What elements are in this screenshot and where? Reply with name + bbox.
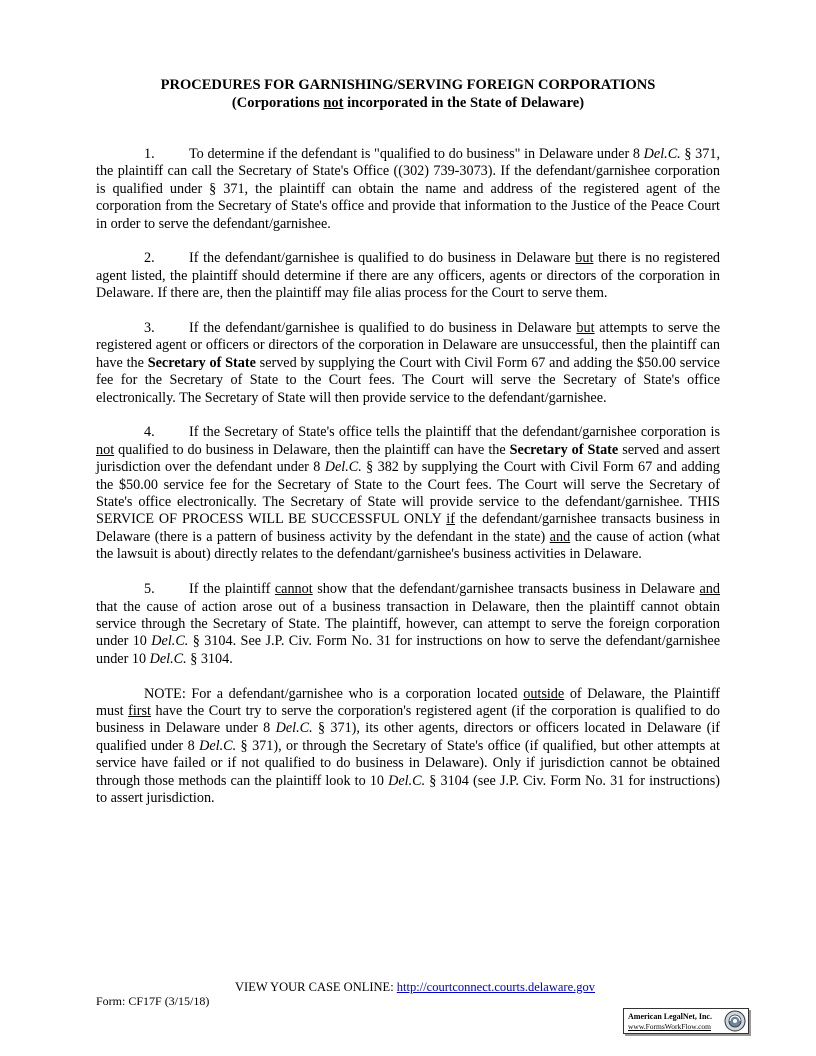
logo-globe-icon [724,1010,746,1032]
logo-company-name: American LegalNet, Inc. [628,1012,712,1021]
courtconnect-link[interactable]: http://courtconnect.courts.delaware.gov [396,980,595,994]
paragraph-2: 2. If the defendant/garnishee is qualified to do business in Delaware but there is no registered agent listed, the plaintiff should determine if there are any officers, agents or directors of the corporation in Delaware. If there are, then the plaintiff may file alias process for the Court to serve them. [96,250,721,302]
title-line-2: (Corporations not incorporated in the State of Delaware) [231,95,585,111]
paragraph-4: 4. If the Secretary of State's office tells the plaintiff that the defendant/garnishee corporation is not qualified to do business in Delaware, then the plaintiff can have the Secretary of State served and assert jurisdiction over the defendant under 8 Del.C. § 382 by supplying the Court with Civil Form 67 and adding the $50.00 service fee for the Secretary of State to the Court fees. The Court will serve the Secretary of State's office electronically. The Secretary of State will provide service to the defendant/garnishee. THIS SERVICE OF PROCESS WILL BE SUCCESSFUL ONLY if the defendant/garnishee transacts business in Delaware (there is a pattern of business activity by the defendant in the state) and the cause of action (what the lawsuit is about) directly relates to the defendant/garnishee's business activities in Delaware. [96,424,720,563]
paragraph-5: 5. If the plaintiff cannot show that the defendant/garnishee transacts business in Delaware and that the cause of action arose out of a business transaction in Delaware, then the plaintiff cannot obtain service through the Secretary of State. The plaintiff, however, can attempt to serve the foreign corporation under 10 Del.C. § 3104. See J.P. Civ. Form No. 31 for instructions on how to serve the defendant/garnishee under 10 Del.C. § 3104. [96,581,720,667]
logo-website: www.FormsWorkFlow.com [628,1022,712,1031]
paragraph-3: 3. If the defendant/garnishee is qualified to do business in Delaware but attempts to serve the registered agent or officers or directors of the corporation in Delaware are unsuccessful, then the plaintiff can have the Secretary of State served by supplying the Court with Civil Form 67 and adding the $50.00 service fee for the Secretary of State to the Court fees. The Court will serve the Secretary of State's office electronically. The Secretary of State will then provide service to the defendant/garnishee. [96,320,720,406]
document-body [96,146,720,825]
paragraph-1: 1. To determine if the defendant is "qualified to do business" in Delaware under 8 Del.C. § 371, the plaintiff can call the Secretary of State's Office ((302) 739-3073). If the defendant/garnishee corporation is qualified under § 371, the plaintiff can obtain the name and address of the registered agent of the corporation from the Secretary of State's office and provide that information to the Justice of the Peace Court in order to serve the defendant/garnishee. [96,146,721,232]
view-case-label: VIEW YOUR CASE ONLINE: [235,980,397,994]
document-title [96,76,720,112]
american-legalnet-logo[interactable] [623,1008,749,1034]
view-case-online-line [235,980,595,995]
form-id: Form: CF17F (3/15/18) [96,994,210,1008]
note-paragraph: NOTE: For a defendant/garnishee who is a corporation located outside of Delaware, the Plaintiff must first have the Court try to serve the corporation's registered agent (if the corporation is qualified to do business in Delaware under 8 Del.C. § 371), its other agents, directors or officers located in Delaware (if qualified under 8 Del.C. § 371), or through the Secretary of State's office (if qualified, but other attempts at service have failed or if not qualified to do business in Delaware). Only if jurisdiction cannot be obtained through those methods can the plaintiff look to 10 Del.C. § 3104 (see J.P. Civ. Form No. 31 for instructions) to assert jurisdiction. [96,685,721,806]
title-line-1: PROCEDURES FOR GARNISHING/SERVING FOREIGN CORPORATIONS [160,77,656,93]
